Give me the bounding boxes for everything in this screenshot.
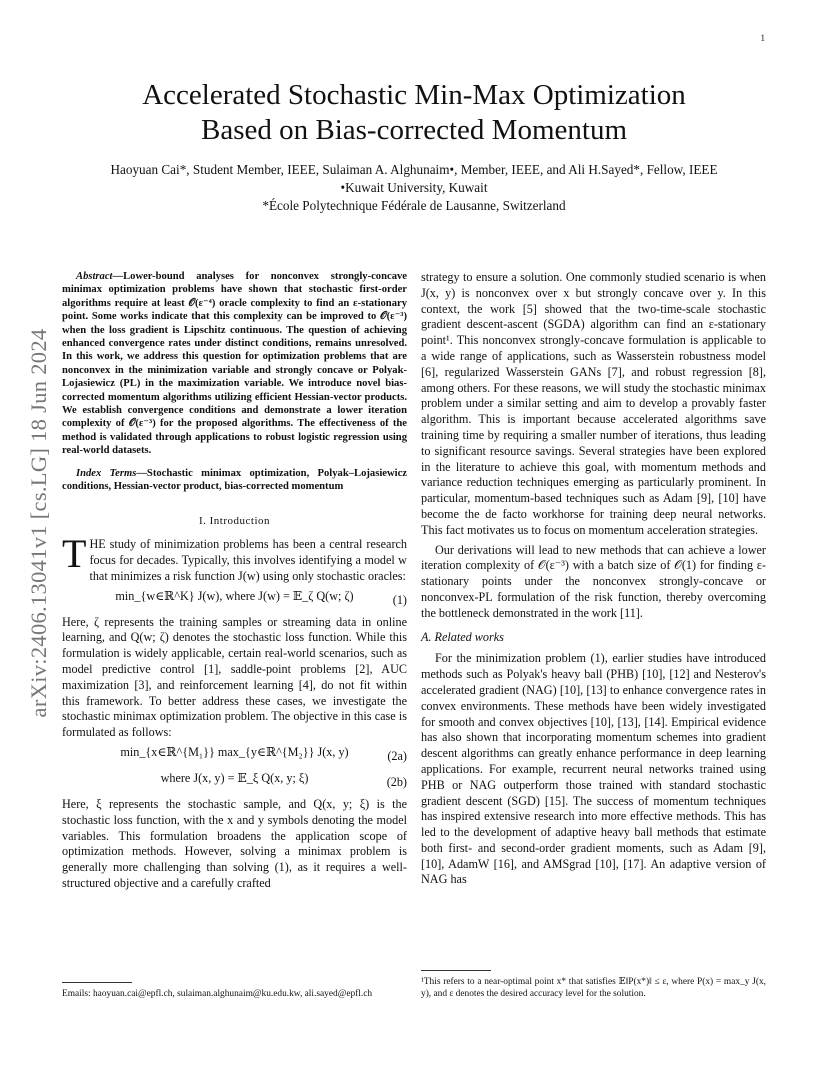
right-column: [421, 270, 766, 892]
equation-1: [62, 589, 407, 615]
paper-title: [60, 78, 768, 148]
equation-1-number: (1): [392, 592, 407, 607]
index-terms-text: —Stochastic minimax optimization, Polyak–Lojasiewicz conditions, Hessian-vector product, bias-corrected momentum: [62, 467, 407, 493]
subsection-heading-related-works: A. Related works: [421, 629, 504, 644]
equation-1-body: min_{w∈ℝ^K} J(w), where J(w) = 𝔼_ζ Q(w; ζ): [115, 588, 354, 603]
left-footnote-rule: [62, 982, 132, 983]
equation-2a: [62, 745, 407, 771]
emails-footnote: Emails: haoyuan.cai@epfl.ch, sulaiman.alghunaim@ku.edu.kw, ali.sayed@epfl.ch: [62, 989, 373, 999]
affiliation-epfl: *École Polytechnique Fédérale de Lausanne, Switzerland: [262, 198, 566, 213]
authors: Haoyuan Cai*, Student Member, IEEE, Sulaiman A. Alghunaim•, Member, IEEE, and Ali H.Sayed*, Fellow, IEEE: [110, 162, 718, 177]
title-line-2: Based on Bias-corrected Momentum: [200, 114, 628, 146]
drop-cap: T: [62, 531, 87, 577]
index-terms-label: Index Terms: [76, 467, 137, 479]
index-terms: [62, 467, 407, 494]
abstract-label: Abstract: [76, 271, 113, 282]
equation-2a-number: (2a): [387, 749, 407, 764]
equation-2a-body: min_{x∈ℝ^{M₁}} max_{y∈ℝ^{M₂}} J(x, y): [120, 745, 349, 760]
abstract: [62, 270, 407, 458]
section-heading-introduction: I. Introduction: [198, 514, 271, 527]
footnote-1: ¹This refers to a near-optimal point x* that satisfies 𝔼‖P(x*)‖ ≤ ε, where P(x) = max_y J(x, y), and ε denotes the desired accuracy level for the solution.: [421, 977, 766, 999]
title-line-1: Accelerated Stochastic Min-Max Optimization: [142, 79, 686, 111]
equation-2b-number: (2b): [386, 775, 407, 790]
intro-paragraph-1: THE study of minimization problems has been a central research focus for decades. Typically, this involves identifying a model w that minimizes a risk function J(w) using only stochastic oracles:: [62, 531, 407, 583]
affiliation-kuwait: •Kuwait University, Kuwait: [340, 180, 488, 195]
left-column: [62, 270, 407, 896]
arxiv-stamp-text: arXiv:2406.13041v1 [cs.LG] 18 Jun 2024: [26, 328, 51, 718]
page-number: 1: [760, 33, 765, 43]
right-paragraph-2: Our derivations will lead to new methods that can achieve a lower iteration complexity of 𝒪(ε⁻³) with a batch size of 𝒪(1) for finding ε-stationary points under the nonconvex strongly-concave or nonconvex-PL formulation of the risk function, thereby overcoming the bottleneck demonstrated in the work [11].: [421, 542, 766, 620]
arxiv-stamp: [22, 290, 52, 760]
equation-2b-body: where J(x, y) = 𝔼_ξ Q(x, y; ξ): [160, 771, 309, 786]
right-paragraph-3: For the minimization problem (1), earlier studies have introduced methods such as Polyak's heavy ball (PHB) [10], [12] and Nesterov's accelerated gradient (NAG) [10], [13] to enhance convergence rates in convex environments. These methods have been widely investigated for smooth and convex objectives [10], [13], [14]. Empirical evidence has also shown that incorporating momentum schemes into gradient descent algorithms can greatly enhance performance in deep learning applications. For example, recurrent neural networks trained using PHB or NAG outperform those trained with standard stochastic gradient descent (SGD) [15]. The success of momentum techniques has inspired extensive research into more effective methods. This has led to the development of adaptive heavy ball methods that estimate both first- and second-order gradient moments, such as Adam [9], [10], AdamW [16], and AMSgrad [10], [17]. An adaptive version of NAG has: [421, 651, 766, 887]
right-footnote-rule: [421, 970, 491, 971]
abstract-text: —Lower-bound analyses for nonconvex strongly-concave minimax optimization problems have shown that stochastic first-order algorithms require at least 𝒪(ε⁻⁴) oracle complexity to find an ε-stationary point. Some works indicate that this complexity can be improved to 𝒪(ε⁻³) when the loss gradient is Lipschitz continuous. The question of achieving enhanced convergence rates under distinct conditions, remains unresolved. In this work, we address this question for optimization problems that are nonconvex in the minimization variable and strongly concave or Polyak-Lojasiewicz (PL) in the maximization variable. We introduce novel bias-corrected momentum algorithms utilizing efficient Hessian-vector products. We establish convergence conditions and demonstrate a lower iteration complexity of 𝒪(ε⁻³) for the proposed algorithms. The effectiveness of the method is validated through applications to robust logistic regression using real-world datasets.: [62, 271, 407, 457]
intro-paragraph-2: Here, ζ represents the training samples or streaming data in online learning, and Q(w; ζ) denotes the stochastic loss function. While this formulation is widely applicable, certain real-world scenarios, such as model predictive control [1], saddle-point problems [2], AUC maximization [3], and reinforcement learning [4], do not fit within this framework. To better address these cases, we investigate the stochastic minimax optimization problem. The objective in this case is formulated as follows:: [62, 614, 407, 740]
intro-paragraph-3: Here, ξ represents the stochastic sample, and Q(x, y; ξ) is the stochastic loss function, with the x and y symbols denoting the model variables. This formulation broadens the application scope of optimization methods. However, solving a minimax problem is generally more challenging than solving (1), as it requires a well-structured objective and a carefully crafted: [62, 797, 407, 891]
equation-2b: [62, 771, 407, 797]
right-paragraph-1: strategy to ensure a solution. One commonly studied scenario is when J(x, y) is nonconvex over x but strongly concave over y. In this context, the work [5] showed that the two-time-scale stochastic gradient descent-ascent (SGDA) algorithm can find an ε-stationary point¹. This nonconvex strongly-concave formulation is applicable to a wide range of applications, such as Wasserstein robustness model [6], regularized Wasserstein GANs [7], and robust regression [8], among others. For these reasons, we will study the stochastic minimax problem under a similar setting and aim to develop a provably faster algorithm. This is important because accelerated algorithms save training time by requiring a smaller number of iterations, thus leading to significant resource savings. Several strategies have been explored in the literature to achieve this goal, with momentum methods and variance reduction techniques emerging as particularly prominent. In particular, momentum-based techniques such as Adam [9], [10] have become the de facto workhorse for training deep neural networks. This fact motivates us to focus on momentum acceleration strategies.: [421, 270, 766, 537]
